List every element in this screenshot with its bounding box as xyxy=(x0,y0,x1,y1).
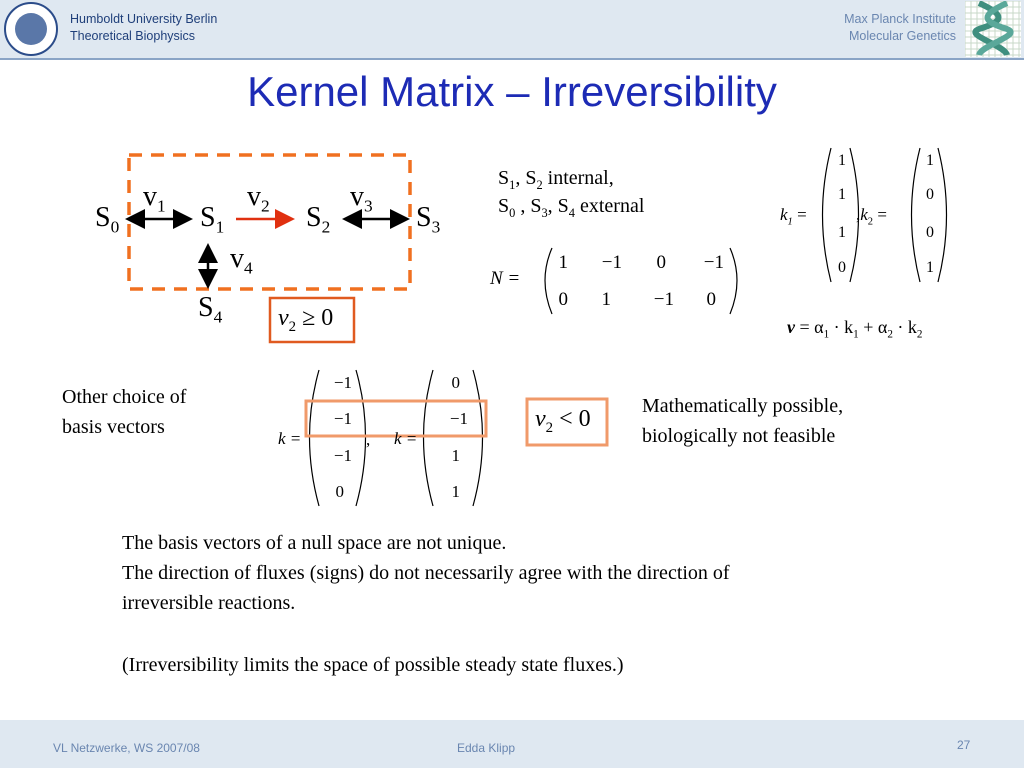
other-basis-label-line-1: Other choice of xyxy=(62,386,187,408)
matrix-n-label: N = xyxy=(490,268,521,289)
alt-k2-cell-1: −1 xyxy=(449,409,468,428)
feasibility-note-line-2: biologically not feasible xyxy=(642,425,836,447)
n-cell-0-2: 0 xyxy=(656,252,666,273)
n-cell-0-3: −1 xyxy=(703,252,724,273)
species-s1: $S_1$ xyxy=(200,202,225,237)
species-s3: $S_3$ xyxy=(416,202,441,237)
flux-combination: $v = \alpha_1 \cdot k_1 + \alpha_2 \cdot k_2$ xyxy=(787,317,923,341)
matrix-n-right-bracket xyxy=(730,248,737,314)
institute-line-1: Max Planck Institute xyxy=(844,12,956,26)
alt-k1-cell-2: −1 xyxy=(333,446,352,465)
k1-cell-0: 1 xyxy=(838,152,846,169)
reaction-v4: $v_4$ xyxy=(230,243,253,278)
k2-label: $,k_2$ = xyxy=(856,205,887,228)
negative-flux: $v_2 < 0$ xyxy=(535,406,591,436)
alt-k2-right-bracket xyxy=(473,370,483,506)
n-cell-1-1: 1 xyxy=(601,289,611,310)
species-s2: $S_2$ xyxy=(306,202,331,237)
k2-cell-1: 0 xyxy=(926,186,934,203)
k1-left-bracket xyxy=(823,148,832,282)
alt-comma: , xyxy=(366,430,371,449)
external-species-note: $S_0$ , $S_3$, $S_4$ external xyxy=(498,195,645,220)
k2-cell-0: 1 xyxy=(926,152,934,169)
n-cell-0-1: −1 xyxy=(601,252,622,273)
reaction-v2: $v_2$ xyxy=(247,181,270,216)
body-line-1: The basis vectors of a null space are not unique. xyxy=(122,532,507,554)
alt-k1-cell-1: −1 xyxy=(333,409,352,428)
k1-label: $k_1$ = xyxy=(780,205,807,228)
n-cell-1-0: 0 xyxy=(558,289,568,310)
alt-k1-right-bracket xyxy=(356,370,366,506)
body-line-2: The direction of fluxes (signs) do not necessarily agree with the direction of xyxy=(122,562,730,584)
n-cell-0-0: 1 xyxy=(558,252,568,273)
reaction-v3: $v_3$ xyxy=(350,181,373,216)
n-cell-1-3: 0 xyxy=(706,289,716,310)
reaction-v1: $v_1$ xyxy=(143,181,166,216)
internal-dashed-box xyxy=(129,155,410,289)
alt-k2-cell-2: 1 xyxy=(451,446,460,465)
university-line-1: Humboldt University Berlin xyxy=(70,12,218,26)
k1-cell-2: 1 xyxy=(838,224,846,241)
alt-k1-cell-3: 0 xyxy=(335,482,344,501)
k1-cell-1: 1 xyxy=(838,186,846,203)
alt-k2-label: k = xyxy=(394,429,418,448)
footer-course: VL Netzwerke, WS 2007/08 xyxy=(53,741,200,755)
alt-k2-cell-3: 1 xyxy=(451,482,460,501)
internal-species-note: $S_1$, $S_2$ internal, xyxy=(498,167,614,192)
k2-left-bracket xyxy=(912,148,921,282)
other-basis-label-line-2: basis vectors xyxy=(62,416,165,438)
footer-page-number: 27 xyxy=(957,738,971,752)
body-line-3: irreversible reactions. xyxy=(122,592,296,614)
institute-line-2: Molecular Genetics xyxy=(849,29,956,43)
university-line-2: Theoretical Biophysics xyxy=(70,29,196,43)
k2-cell-3: 1 xyxy=(926,259,934,276)
alt-k2-cell-0: 0 xyxy=(451,373,460,392)
feasibility-note-line-1: Mathematically possible, xyxy=(642,395,844,417)
footer-author: Edda Klipp xyxy=(457,741,516,755)
k1-cell-3: 0 xyxy=(838,259,846,276)
alt-k1-cell-0: −1 xyxy=(333,373,352,392)
irreversibility-constraint: $v_2 \ge 0$ xyxy=(278,305,334,335)
n-cell-1-2: −1 xyxy=(653,289,674,310)
k2-right-bracket xyxy=(938,148,947,282)
slide-title: Kernel Matrix – Irreversibility xyxy=(247,68,777,115)
species-s0: $S_0$ xyxy=(95,202,120,237)
body-line-4: (Irreversibility limits the space of possible steady state fluxes.) xyxy=(122,654,624,676)
alt-k2-left-bracket xyxy=(424,370,434,506)
k2-cell-2: 0 xyxy=(926,224,934,241)
alt-k1-label: k = xyxy=(278,429,302,448)
species-s4: $S_4$ xyxy=(198,292,223,327)
